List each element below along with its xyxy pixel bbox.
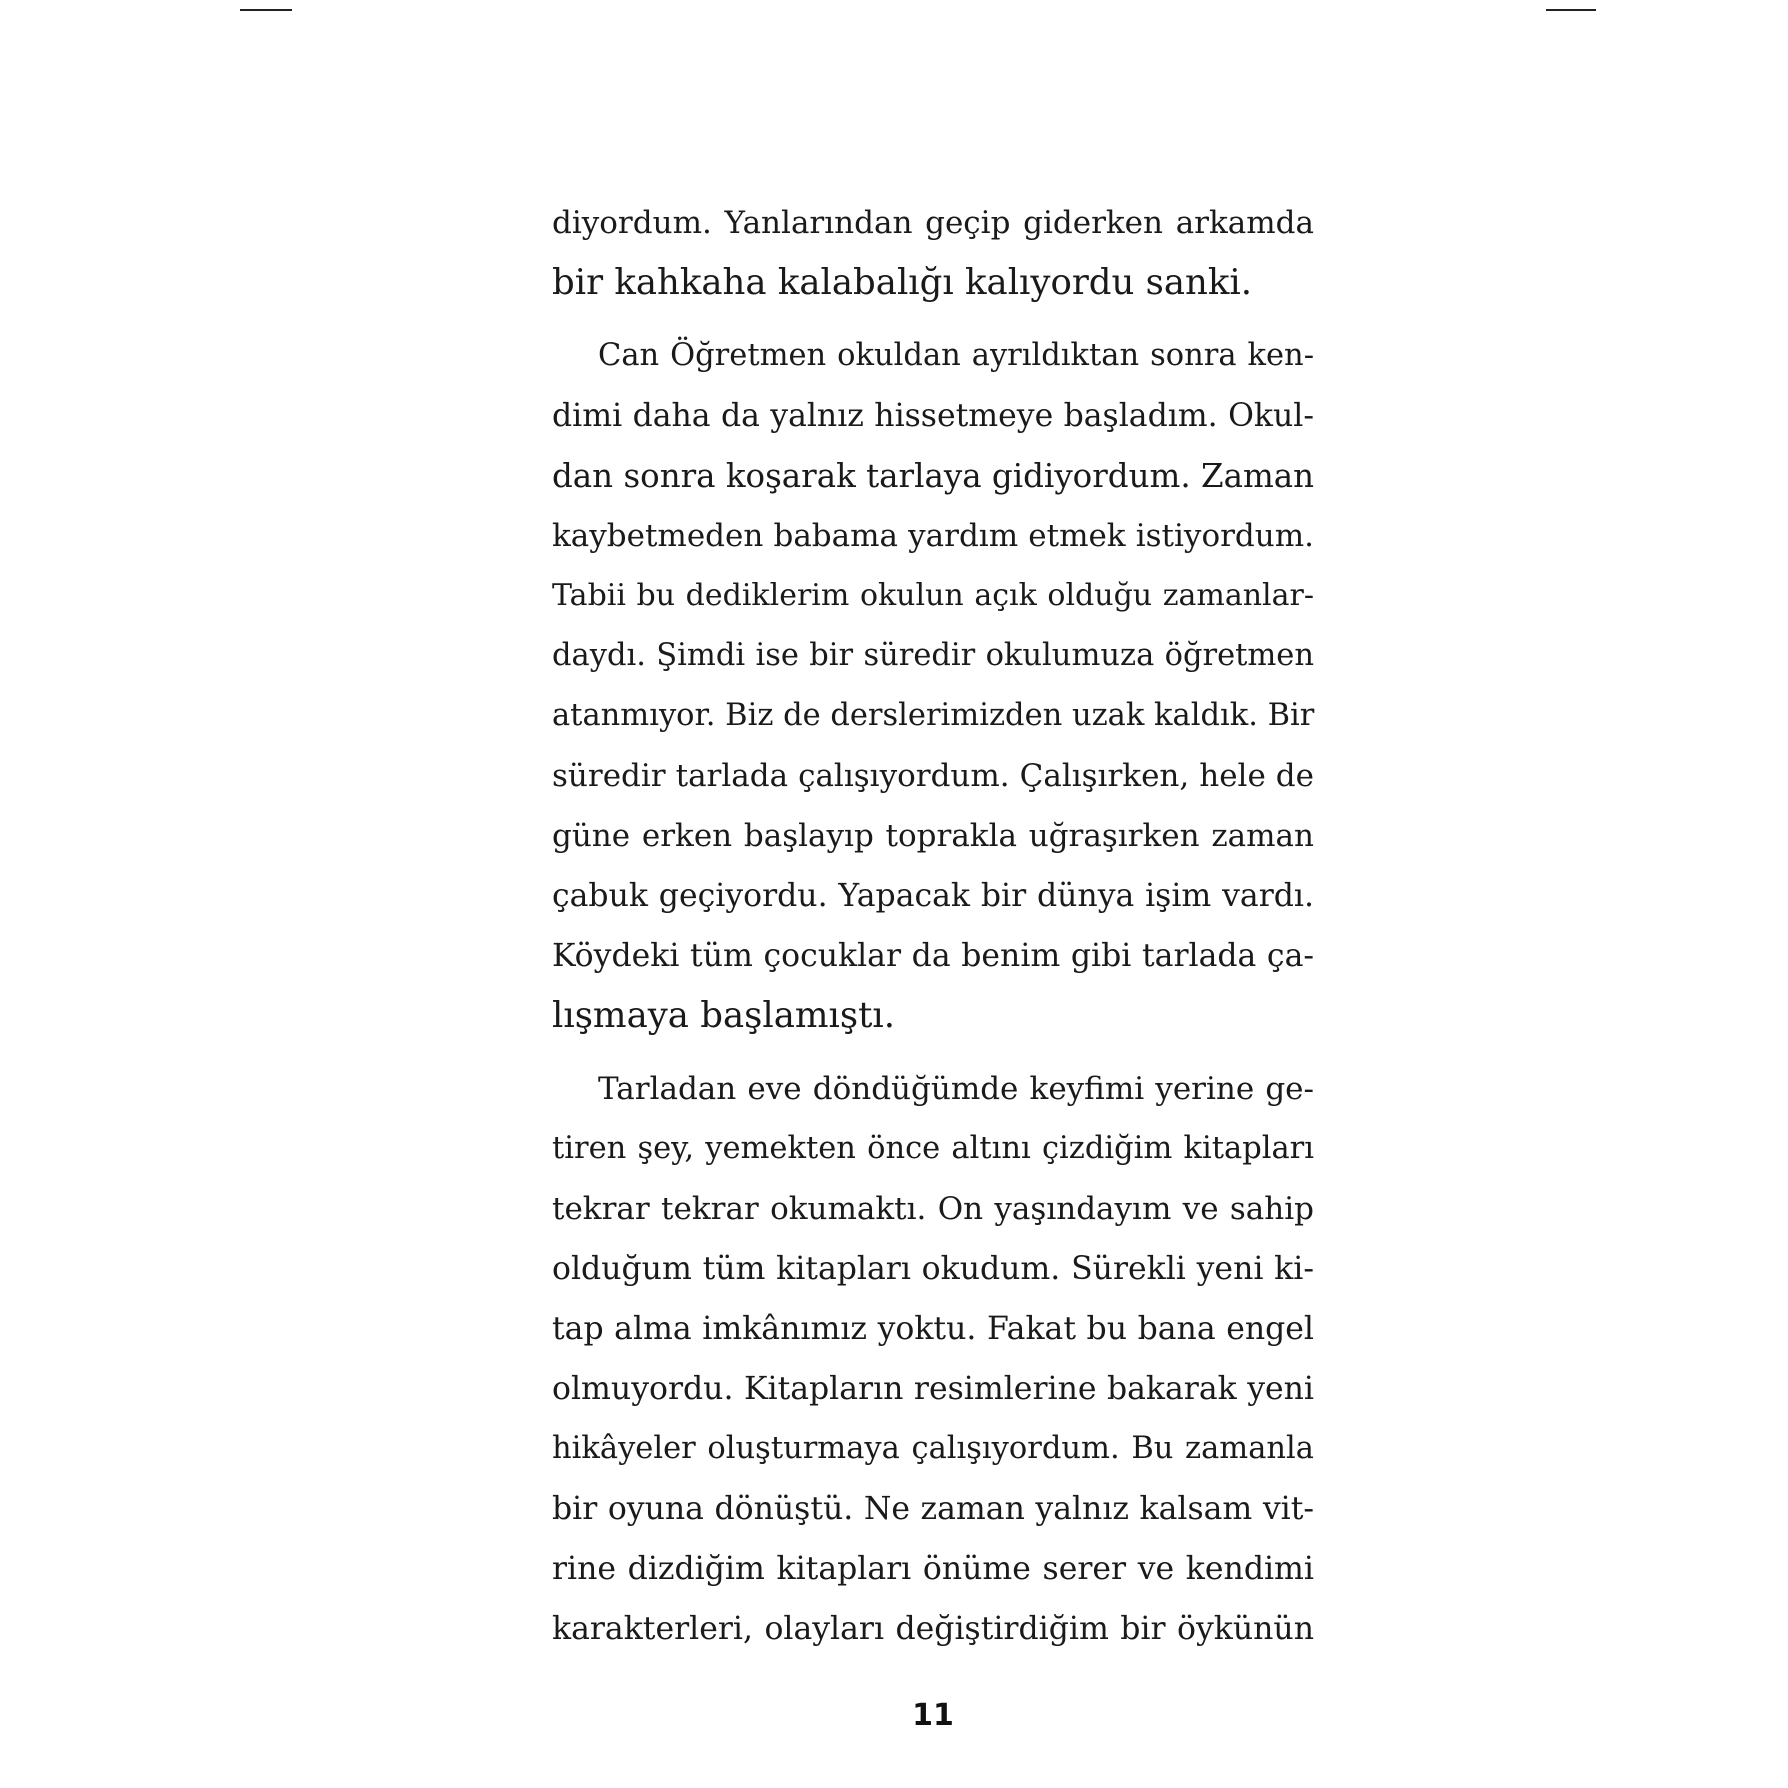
text-line: bir kahkaha kalabalığı kalıyordu sanki. [552, 262, 1253, 303]
paragraph-gap [552, 313, 1314, 326]
crop-mark-right [1546, 9, 1596, 11]
text-line: dan sonra koşarak tarlaya gidiyordum. Zaman [552, 457, 1315, 495]
text-line: süredir tarlada çalışıyordum. Çalışırken, hele de [552, 758, 1314, 794]
text-line: Tarladan eve döndüğümde keyfimi yerine ge- [598, 1071, 1314, 1107]
text-line: tiren şey, yemekten önce altını çizdiğim kitapları [552, 1131, 1314, 1166]
text-line: diyordum. Yanlarından geçip giderken arkamda [552, 205, 1314, 241]
text-line: tekrar tekrar okumaktı. On yaşındayım ve sahip [552, 1191, 1314, 1227]
text-line: Can Öğretmen okuldan ayrıldıktan sonra ken- [598, 338, 1314, 373]
text-line: çabuk geçiyordu. Yapacak bir dünya işim vardı. [552, 878, 1314, 914]
text-line: Tabii bu dediklerim okulun açık olduğu zamanlar- [552, 578, 1314, 613]
paragraph-1 [552, 193, 1314, 313]
text-line: olmuyordu. Kitapların resimlerine bakarak yeni [552, 1371, 1314, 1407]
paragraph-2 [552, 326, 1314, 1046]
text-line: hikâyeler oluşturmaya çalışıyordum. Bu zamanla [552, 1431, 1314, 1466]
paragraph-gap [552, 1046, 1314, 1059]
page-number: 11 [912, 1698, 954, 1733]
text-line: Köydeki tüm çocuklar da benim gibi tarlada ça- [552, 938, 1314, 974]
text-line: daydı. Şimdi ise bir süredir okulumuza öğretmen [552, 638, 1314, 673]
text-line: dimi daha da yalnız hissetmeye başladım. Okul- [552, 398, 1314, 434]
text-line: karakterleri, olayları değiştirdiğim bir öykünün [552, 1611, 1314, 1647]
text-line: olduğum tüm kitapları okudum. Sürekli yeni ki- [552, 1251, 1314, 1287]
text-line: güne erken başlayıp toprakla uğraşırken zaman [552, 818, 1314, 854]
body-text [552, 193, 1314, 1659]
crop-mark-left [240, 9, 292, 11]
text-line: lışmaya başlamıştı. [552, 995, 896, 1036]
paragraph-3 [552, 1059, 1314, 1659]
text-line: atanmıyor. Biz de derslerimizden uzak kaldık. Bir [552, 698, 1315, 733]
text-line: rine dizdiğim kitapları önüme serer ve kendimi [552, 1551, 1314, 1587]
text-line: tap alma imkânımız yoktu. Fakat bu bana engel [552, 1311, 1314, 1347]
text-line: bir oyuna dönüştü. Ne zaman yalnız kalsam vit- [552, 1491, 1314, 1527]
text-line: kaybetmeden babama yardım etmek istiyordum. [552, 518, 1314, 554]
